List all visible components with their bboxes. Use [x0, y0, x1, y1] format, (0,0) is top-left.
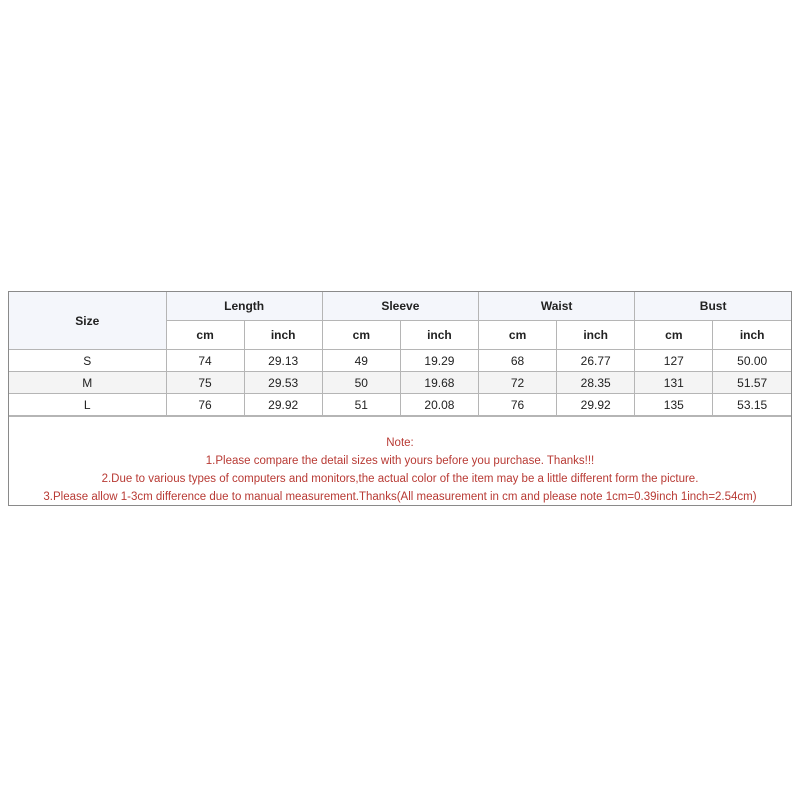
size-cell: S	[9, 350, 166, 372]
table-cell: 76	[166, 394, 244, 416]
table-row	[9, 372, 791, 394]
table-cell: 75	[166, 372, 244, 394]
size-cell: L	[9, 394, 166, 416]
unit-header-cm: cm	[479, 321, 557, 350]
notes-title: Note:	[386, 437, 414, 449]
table-cell: 29.53	[244, 372, 322, 394]
table-cell: 127	[635, 350, 713, 372]
unit-header-inch: inch	[713, 321, 791, 350]
table-cell: 51.57	[713, 372, 791, 394]
table-cell: 76	[479, 394, 557, 416]
table-cell: 19.29	[400, 350, 478, 372]
table-cell: 49	[322, 350, 400, 372]
unit-header-inch: inch	[400, 321, 478, 350]
table-row	[9, 394, 791, 416]
table-cell: 50.00	[713, 350, 791, 372]
size-header: Size	[9, 292, 166, 350]
group-header-bust: Bust	[635, 292, 791, 321]
table-cell: 20.08	[400, 394, 478, 416]
size-table	[9, 292, 791, 416]
table-cell: 19.68	[400, 372, 478, 394]
unit-header-cm: cm	[166, 321, 244, 350]
table-cell: 26.77	[557, 350, 635, 372]
note-line-2: 2.Due to various types of computers and monitors,the actual color of the item may be a little different form the picture.	[101, 473, 699, 485]
notes-section	[9, 416, 791, 505]
table-row	[9, 350, 791, 372]
note-line-3: 3.Please allow 1-3cm difference due to manual measurement.Thanks(All measurement in cm and please note 1cm=0.39inch 1inch=2.54cm)	[43, 491, 757, 503]
table-cell: 29.13	[244, 350, 322, 372]
table-cell: 50	[322, 372, 400, 394]
group-header-length: Length	[166, 292, 322, 321]
note-line-1: 1.Please compare the detail sizes with yours before you purchase. Thanks!!!	[205, 455, 595, 467]
table-cell: 29.92	[557, 394, 635, 416]
table-cell: 28.35	[557, 372, 635, 394]
size-cell: M	[9, 372, 166, 394]
table-cell: 68	[479, 350, 557, 372]
unit-header-inch: inch	[557, 321, 635, 350]
size-chart	[8, 291, 792, 506]
table-cell: 72	[479, 372, 557, 394]
table-cell: 51	[322, 394, 400, 416]
unit-header-cm: cm	[322, 321, 400, 350]
table-cell: 131	[635, 372, 713, 394]
unit-header-cm: cm	[635, 321, 713, 350]
group-header-waist: Waist	[479, 292, 635, 321]
group-header-sleeve: Sleeve	[322, 292, 478, 321]
table-cell: 135	[635, 394, 713, 416]
table-cell: 53.15	[713, 394, 791, 416]
table-cell: 74	[166, 350, 244, 372]
group-header-row	[9, 292, 791, 321]
unit-header-inch: inch	[244, 321, 322, 350]
table-cell: 29.92	[244, 394, 322, 416]
